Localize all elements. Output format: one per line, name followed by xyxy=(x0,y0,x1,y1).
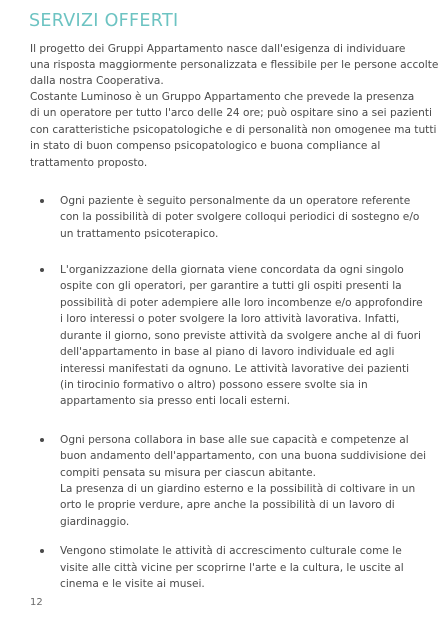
bullet-line: appartamento sia presso enti locali esterni. xyxy=(60,395,291,407)
intro-line: dalla nostra Cooperativa. xyxy=(30,75,164,87)
bullet-line: interessi manifestati da ognuno. Le attività lavorative dei pazienti xyxy=(60,363,410,375)
bullet-line: Ogni paziente è seguito personalmente da un operatore referente xyxy=(60,195,411,207)
bullet-line: La presenza di un giardino esterno e la possibilità di coltivare in un xyxy=(60,483,416,495)
bullet-line: con la possibilità di poter svolgere colloqui periodici di sostegno e/o xyxy=(60,211,420,223)
bullet-line: cinema e le visite ai musei. xyxy=(60,578,205,590)
bullet-line: giardinaggio. xyxy=(60,516,130,528)
intro-line: una risposta maggiormente personalizzata e flessibile per le persone accolte xyxy=(30,59,439,71)
bullet-line: compiti pensata su misura per ciascun abitante. xyxy=(60,467,316,479)
bullet-line: Vengono stimolate le attività di accrescimento culturale come le xyxy=(60,545,402,557)
bullet-dot xyxy=(40,268,44,272)
intro-line: in stato di buon compenso psicopatologico e buona compliance al xyxy=(30,140,381,152)
bullet-line: (in tirocinio formativo o altro) possono essere svolte sia in xyxy=(60,379,368,391)
bullet-dot xyxy=(40,438,44,442)
bullet-line: visite alle città vicine per scoprirne l'arte e la cultura, le uscite al xyxy=(60,562,404,574)
bullet-dot xyxy=(40,549,44,553)
page-number: 12 xyxy=(30,597,43,608)
intro-line: di un operatore per tutto l'arco delle 24 ore; può ospitare sino a sei pazienti xyxy=(30,107,432,119)
bullet-line: dell'appartamento in base al piano di lavoro individuale ed agli xyxy=(60,346,395,358)
bullet-dot xyxy=(40,199,44,203)
bullet-line: durante il giorno, sono previste attività da svolgere anche al di fuori xyxy=(60,330,421,342)
bullet-line: un trattamento psicoterapico. xyxy=(60,228,219,240)
bullet-line: i loro interessi o poter svolgere la loro attività lavorativa. Infatti, xyxy=(60,313,400,325)
bullet-line: Ogni persona collabora in base alle sue capacità e competenze al xyxy=(60,434,409,446)
bullet-line: possibilità di poter adempiere alle loro incombenze e/o approfondire xyxy=(60,297,423,309)
bullet-line: ospite con gli operatori, per garantire a tutti gli ospiti presenti la xyxy=(60,280,402,292)
intro-line: con caratteristiche psicopatologiche e di personalità non omogenee ma tutti xyxy=(30,124,437,136)
section-title: SERVIZI OFFERTI xyxy=(29,11,179,31)
bullet-line: buon andamento dell'appartamento, con una buona suddivisione dei xyxy=(60,450,427,462)
intro-line: trattamento proposto. xyxy=(30,157,148,169)
bullet-line: orto le proprie verdure, apre anche la possibilità di un lavoro di xyxy=(60,499,395,511)
intro-line: Il progetto dei Gruppi Appartamento nasce dall'esigenza di individuare xyxy=(30,43,406,55)
bullet-line: L'organizzazione della giornata viene concordata da ogni singolo xyxy=(60,264,404,276)
intro-line: Costante Luminoso è un Gruppo Appartamento che prevede la presenza xyxy=(30,91,415,103)
